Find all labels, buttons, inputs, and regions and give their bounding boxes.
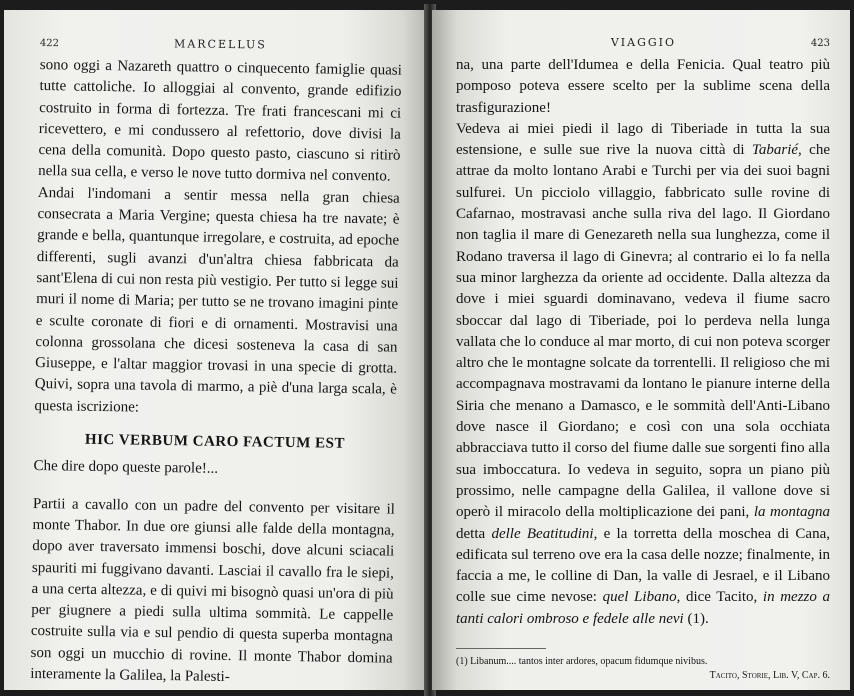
footnote-rule [456,648,546,649]
p2-italic-la-montagna: la montagna [753,504,831,521]
left-paragraph-2: Andai l'indomani a sentir messa nella gran chiesa consecrata a Maria Vergine; questa chiesa ha tre navate; è grande e bella, quantunque irregolare, e costruita, ad epoche differenti, sugli avanzi d'un'altra chiesa fabbricata da sant'Elena di cui non resta più vestigio. Per tutto si legge sui muri il nome di Maria; per tutto se ne trovano imagini pinte e sculte coronate di fiori e di ornamenti. Mostravisi una colonna grossolana che dicesi sosteneva la casa di san Giuseppe, e l'altar maggior trovasi in una specie di grotta. Quivi, sopra una tavola di marmo, a piè d'una larga scala, è questa iscrizione: [34,184,400,416]
footnote-text: (1) Libanum.... tantos inter ardores, opacum fidumque nivibus. [456,656,708,668]
p2-text-f: (1). [683,610,709,627]
p2-text-a: Vedeva ai miei piedi il lago di Tiberiade in tutta la sua estensione, e sulle sue rive la nuova città di [456,120,830,159]
p2-italic-quote: in mezzo a tanti calori ombroso e fedele alle nevi [456,589,830,627]
right-body-text [456,55,830,630]
left-paragraph-3: Partii a cavallo con un padre del convento per visitare il monte Thabor. In due ore giunsi alle falde della montagna, dopo aver traversato immensi boschi, dove alcuni sciacali spauriti mi fuggivano davanti. Lasciai il cavallo fra le siepi, a una certa altezza, e di quivi mi bisognò quasi un'ora di più per giugnere a piedi sulla ultima sommità. Le cappelle costruite sulla via e sul pendio di questa superba montagna son oggi un mucchio di rovine. Il monte Thabor domina interamente la Galilea, la Palesti- [30,495,396,686]
left-paragraph-1: sono oggi a Nazareth quattro o cinquecento famiglie quasi tutte cattoliche. Io alloggiai al convento, grande edifizio costruito in forma di fortezza. Tre frati francescani mi ci ricevettero, e mi condussero al refettorio, dove divisi la cena della comunità. Dopo questo pasto, ciascuno si ritirò nella sua cella, e verso le nove tutto dormiva nel convento. [38,56,402,186]
inscription: HIC VERBUM CARO FACTUM EST [84,431,346,452]
footnote [456,655,830,683]
left-running-title: MARCELLUS [174,37,267,52]
right-paragraph-1: na, una parte dell'Idumea e della Fenicia. Qual teatro più pomposo poteva essere scelto per la sublime scena della trasfigurazione! [456,57,830,116]
left-page [4,10,428,690]
p2-italic-beatitudini: delle Beatitudini [491,525,594,542]
p2-text-e: , dice Tacito, [676,589,763,606]
footnote-attribution: Tacito, Storie, Lib. V, Cap. 6. [709,670,830,682]
p2-text-b: , che attrae da molto lontano Arabi e Turchi per via dei suoi bagni sulfurei. Un picciolo villaggio, fabbricato sulle rovine di Cafarnao, mostravasi anche sulla riva del lago. Il Giordano non taglia il mare di Genezareth nella sua lunghezza, come il Rodano traversa il lago di Ginevra; al contrario ei lo fa nella sua minor larghezza da oriente ad occidente. Dalla altezza da dove i miei sguardi dominavano, vedeva il fiume sacro sboccar dal lago di Tiberiade, poi lo perdeva nella lunga vallata che lo conduce al mar morto, di cui non poteva scorger altro che le montagne solcate da torrentelli. Il religioso che mi accompagnava mostravami da lontano le pianure interne della Siria che menano a Damasco, e le sommità dell'Anti-Libano dove nasce il Giordano; e così con una sola occhiata abbracciava tutto il corso del fiume dalle sue sorgenti fino alla sua imboccatura. Io vedeva in seguito, sopra un piano più prossimo, nelle campagne della Galilea, il vallone dove si operò il miracolo della moltiplicazione dei pani, [456,142,830,521]
p2-italic-quel-libano: quel Libano [602,589,677,606]
right-paragraph-2 [456,119,830,630]
right-running-title: VIAGGIO [610,36,677,49]
left-body-text [30,55,402,690]
left-page-number: 422 [39,37,60,50]
p2-text-c: detta [456,525,492,542]
left-running-head [40,36,402,53]
right-running-head [456,36,830,49]
p2-text-d: , e la torretta della moschea di Cana, edificata sul terreno ove era la casa delle nozze; finalmente, in faccia a me, le colline di Dan, la valle di Jesrael, e il Libano colle sue cime nevose: [456,525,830,606]
left-exclamation: Che dire dopo queste parole!... [33,458,219,478]
p2-italic-tabarie: Tabarié [751,142,799,159]
right-page [432,10,850,690]
right-page-number: 423 [810,38,830,49]
